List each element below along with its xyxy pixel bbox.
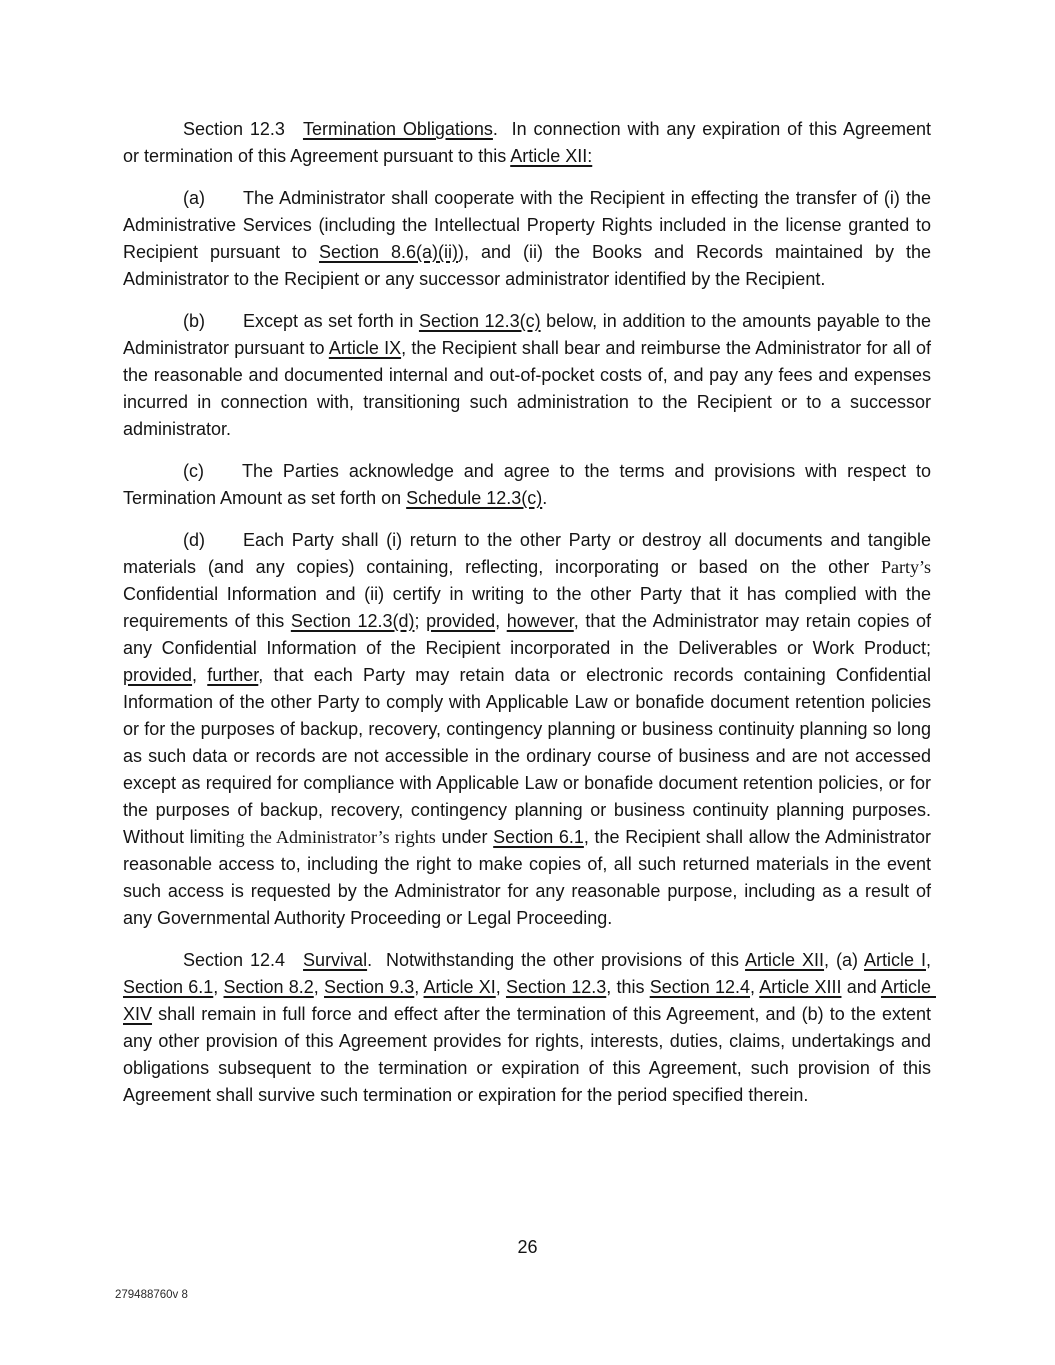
document-body <box>123 116 942 1124</box>
body-text: Confidential Information and (ii) certify in writing to the other Party that it has complied with the requirements of this <box>123 557 937 631</box>
cross-reference-text: Section 12.3 <box>505 977 607 997</box>
body-text: ing the Administrator’s rights <box>221 827 436 847</box>
document-footer-id: 279488760v 8 <box>115 1289 188 1301</box>
cross-reference-text: Section 6.1 <box>493 827 584 847</box>
body-text: , <box>495 611 507 631</box>
body-text: . Notwithstanding the other provisions of this <box>367 950 746 970</box>
paragraph <box>123 185 937 293</box>
paragraph <box>123 116 937 170</box>
body-text: , <box>925 950 936 970</box>
body-text: , that each Party may retain data or electronic records containing Confidential Information of the other Party to comply with Applicable Law or bonafide document retention policies or for the purposes of backup, recovery, contingency planning or business continuity planning so long as such data or records are not accessible in the ordinary course of business and are not accessed except as required for compliance with Applicable Law or bonafide document retention policies, or for the purposes of backup, recovery, contingency planning or business continuity planning purposes. Without limit <box>123 665 942 847</box>
body-text: Section 12.3 <box>183 119 285 139</box>
cross-reference-text: Section 8.2 <box>223 977 314 997</box>
cross-reference-text: Section 6.1 <box>123 977 214 997</box>
body-text: , <box>313 977 324 997</box>
cross-reference-text: however <box>506 611 574 631</box>
body-text: , this <box>606 977 650 997</box>
body-text: , the Recipient shall allow the Administrator reasonable access to, including the right to make copies of, all such returned materials in the event such access is requested by the Administrator for any reasonable purpose, including as a result of any Governmental Authority Proceeding or Legal Proceeding. <box>123 827 937 928</box>
body-text: , (a) <box>824 950 864 970</box>
cross-reference-text: Article XIV <box>123 977 936 1024</box>
body-text: , that the Administrator may retain copies of any Confidential Information of the Recipient incorporated in the Deliverables or Work Product; <box>123 611 937 658</box>
body-text: under <box>435 827 494 847</box>
body-text: Party’s <box>880 557 931 577</box>
body-text: Except as set forth in <box>243 311 419 331</box>
body-text: , <box>414 977 424 997</box>
cross-reference-text: Article IX <box>328 338 402 358</box>
body-text: shall remain in full force and effect after the termination of this Agreement, and (b) to the extent any other provision of this Agreement provides for rights, interests, duties, claims, undertakings and obligations subsequent to the termination or expiration of this Agreement, such provision of this Agreement shall survive such termination or expiration for the period specified therein. <box>123 1004 937 1105</box>
body-text: (a) <box>183 188 205 208</box>
body-text: . <box>542 488 548 508</box>
page-number: 26 <box>517 1237 538 1257</box>
paragraph <box>123 527 942 932</box>
cross-reference-text: Schedule 12.3(c) <box>406 488 543 508</box>
cross-reference-text: Survival <box>303 950 368 970</box>
body-text: below, in addition to the amounts payable to the Administrator pursuant to <box>123 311 935 358</box>
cross-reference-text: further <box>207 665 259 685</box>
body-text: (c) <box>183 461 204 481</box>
paragraph <box>123 308 937 443</box>
body-text: , <box>750 977 760 997</box>
body-text: ), and (ii) the Books and Records maintained by the Administrator to the Recipient or any successor administrator identified by the Recipient. <box>123 242 936 289</box>
cross-reference-text: Section 9.3 <box>324 977 415 997</box>
body-text: and <box>841 977 881 997</box>
body-text: , <box>495 977 506 997</box>
cross-reference-text: Article XII <box>745 950 825 970</box>
body-text: The Parties acknowledge and agree to the terms and provisions with respect to Termination Amount as set forth on <box>123 461 936 508</box>
body-text: . In connection with any expiration of this Agreement or termination of this Agreement pursuant to this <box>123 119 937 166</box>
cross-reference-text: Article I <box>864 950 926 970</box>
body-text: , <box>192 665 208 685</box>
cross-reference-text: Section 12.4 <box>649 977 751 997</box>
body-text: ; <box>414 611 427 631</box>
paragraph <box>123 458 936 512</box>
body-text: (b) <box>183 311 205 331</box>
cross-reference-text: provided <box>426 611 496 631</box>
body-text: , <box>213 977 224 997</box>
paragraph <box>123 947 937 1109</box>
cross-reference-text: Termination Obligations <box>302 119 493 139</box>
body-text: Section 12.4 <box>183 950 286 970</box>
cross-reference-text: Section 12.3(d) <box>290 611 415 631</box>
cross-reference-text: Article XI <box>423 977 496 997</box>
body-text: , the Recipient shall bear and reimburse the Administrator for all of the reasonable and documented internal and out-of-pocket costs of, and pay any fees and expenses incurred in connection with, transitioning such administration to the Recipient or to a successor administrator. <box>123 338 937 439</box>
body-text: Each Party shall (i) return to the other Party or destroy all documents and tangible materials (and any copies) containing, reflecting, incorporating or based on the other <box>123 530 937 577</box>
body-text: The Administrator shall cooperate with the Recipient in effecting the transfer of (i) the Administrative Services (including the Intellectual Property Rights included in the license granted to Recipient pursuant to <box>123 188 937 262</box>
cross-reference-text: Section 8.6(a)(ii) <box>319 242 459 262</box>
cross-reference-text: Article XIII <box>759 977 842 997</box>
cross-reference-text: Section 12.3(c) <box>418 311 541 331</box>
body-text: (d) <box>183 530 205 550</box>
cross-reference-text: Article XII: <box>510 146 593 166</box>
cross-reference-text: provided <box>123 665 193 685</box>
